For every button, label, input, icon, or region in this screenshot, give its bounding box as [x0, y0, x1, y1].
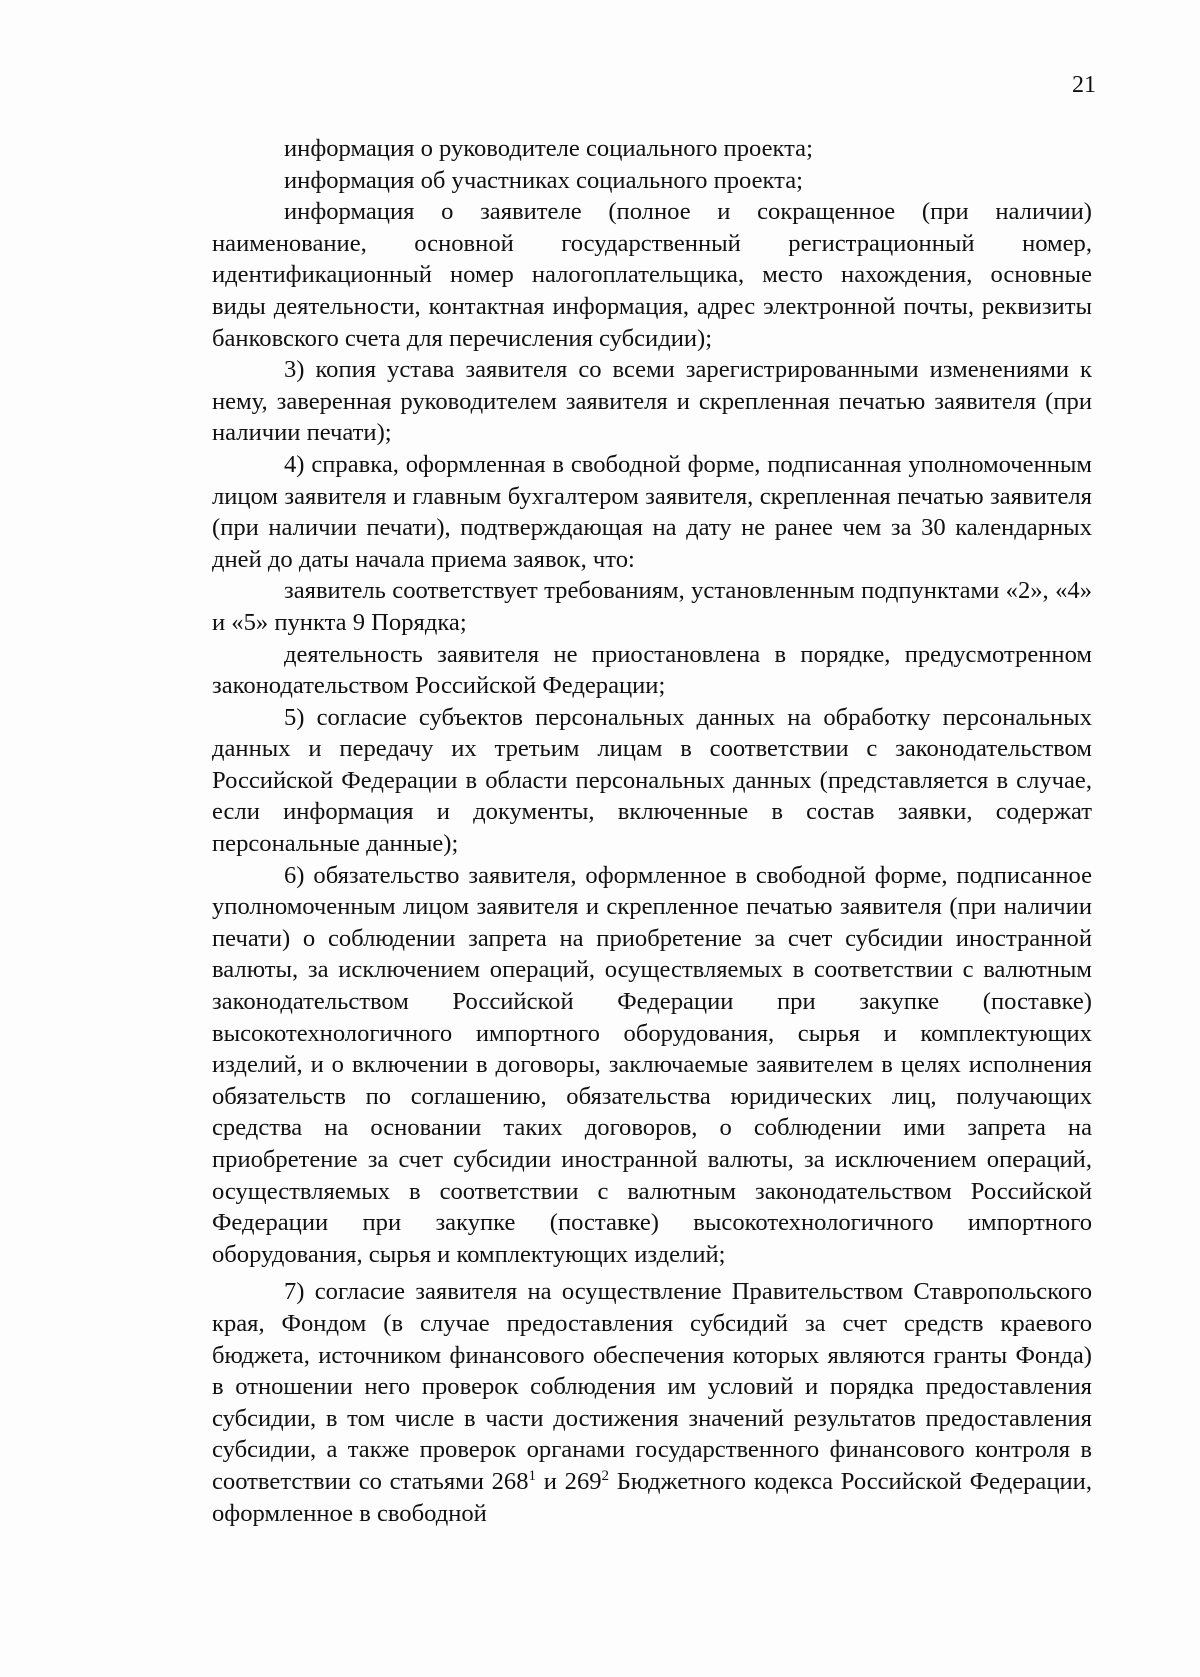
superscript-1: 1: [528, 1467, 537, 1484]
paragraph-item-3: 3) копия устава заявителя со всеми зарегистрированными изменениями к нему, заверенная руководителем заявителя и скрепленная печатью заявителя (при наличии печати);: [212, 356, 1092, 447]
paragraph-item-5: 5) согласие субъектов персональных данных на обработку персональных данных и передачу их третьим лицам в соответствии с законодательством Российской Федерации в области персональных данных (представляется в случае, если информация и документы, включенные в состав заявки, содержат персональные данные);: [212, 703, 1092, 858]
paragraph-activity-not-suspended: деятельность заявителя не приостановлена в порядке, предусмотренном законодательством Российской Федерации;: [212, 640, 1092, 700]
page-number: 21: [1072, 72, 1096, 98]
paragraph-applicant-info: информация о заявителе (полное и сокращенное (при наличии) наименование, основной государственный регистрационный номер, идентификационный номер налогоплательщика, место нахождения, основные виды деятельности, контактная информация, адрес электронной почты, реквизиты банковского счета для перечисления субсидии);: [212, 198, 1092, 352]
paragraph-project-participants: информация об участниках социального проекта;: [284, 166, 803, 194]
document-body: [212, 133, 1092, 1529]
paragraph-item-7-text-before: 7) согласие заявителя на осуществление Правительством Ставропольского края, Фондом (в случае предоставления субсидий за счет средств краевого бюджета, источником финансового обеспечения которых являются гранты Фонда) в отношении него проверок соблюдения им условий и порядка предоставления субсидии, в том числе в части достижения значений результатов предоставления субсидии, а также проверок органами государственного финансового контроля в соответствии со статьями 268: [212, 1278, 1092, 1495]
paragraph-item-6: 6) обязательство заявителя, оформленное в свободной форме, подписанное уполномоченным лицом заявителя и скрепленное печатью заявителя (при наличии печати) о соблюдении запрета на приобретение за счет субсидии иностранной валюты, за исключением операций, осуществляемых в соответствии с валютным законодательством Российской Федерации при закупке (поставке) высокотехнологичного импортного оборудования, сырья и комплектующих изделий, и о включении в договоры, заключаемые заявителем в целях исполнения обязательств по соглашению, обязательства юридических лиц, получающих средства на основании таких договоров, о соблюдении ими запрета на приобретение за счет субсидии иностранной валюты, за исключением операций, осуществляемых в соответствии с валютным законодательством Российской Федерации при закупке (поставке) высокотехнологичного импортного оборудования, сырья и комплектующих изделий;: [212, 861, 1092, 1268]
paragraph-item-7-text-after: Бюджетного кодекса Российской Федерации, оформленное в свободной: [212, 1467, 1092, 1527]
paragraph-item-4: 4) справка, оформленная в свободной форме, подписанная уполномоченным лицом заявителя и главным бухгалтером заявителя, скрепленная печатью заявителя (при наличии печати), подтверждающая на дату не ранее чем за 30 календарных дней до даты начала приема заявок, что:: [212, 450, 1092, 573]
paragraph-item-7-text-middle: и 269: [536, 1467, 602, 1495]
paragraph-item-7: [212, 1276, 1092, 1529]
paragraph-applicant-compliance: заявитель соответствует требованиям, установленным подпунктами «2», «4» и «5» пункта 9 Порядка;: [212, 577, 1092, 636]
superscript-2: 2: [601, 1467, 610, 1484]
paragraph-project-leader: информация о руководителе социального проекта;: [284, 135, 813, 162]
